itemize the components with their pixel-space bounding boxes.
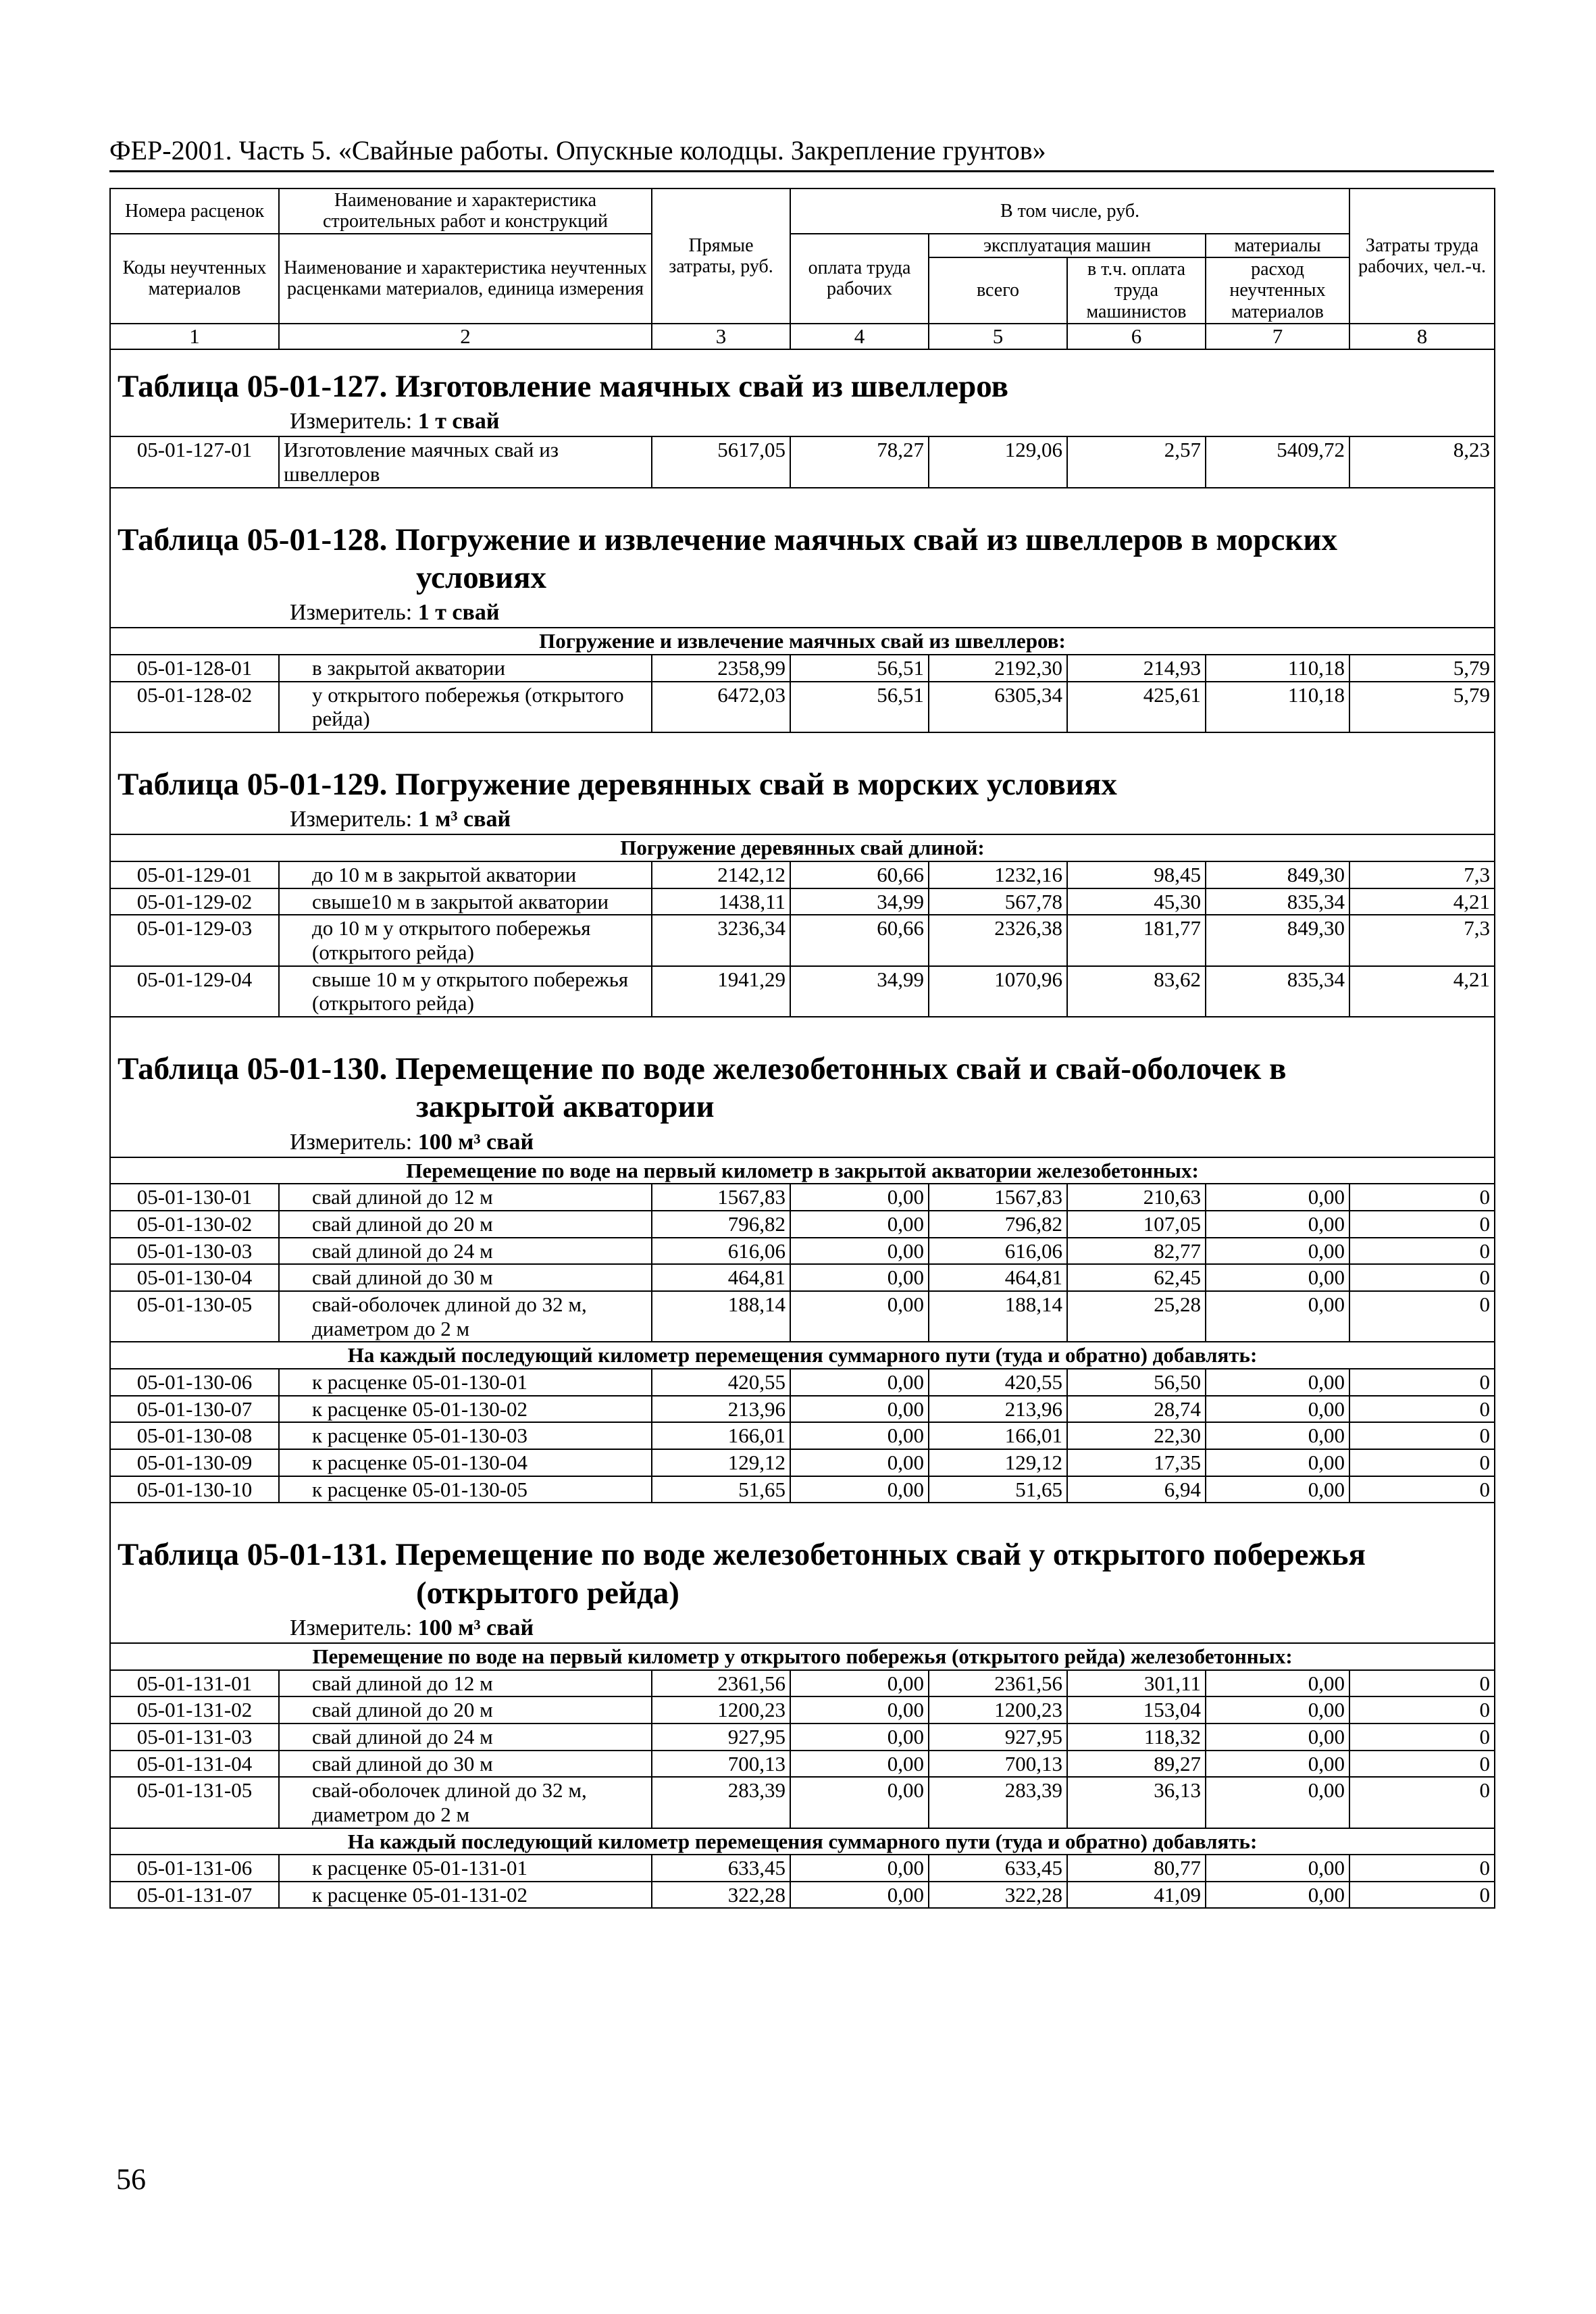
labor: 0 — [1349, 1724, 1495, 1751]
rate-code: 05-01-129-04 — [110, 966, 279, 1017]
direct-costs: 616,06 — [652, 1238, 790, 1265]
operators-pay: 22,30 — [1067, 1422, 1206, 1449]
rate-code: 05-01-131-03 — [110, 1724, 279, 1751]
operators-pay: 425,61 — [1067, 682, 1206, 732]
operators-pay: 45,30 — [1067, 888, 1206, 915]
direct-costs: 322,28 — [652, 1882, 790, 1909]
operators-pay: 210,63 — [1067, 1184, 1206, 1211]
direct-costs: 283,39 — [652, 1777, 790, 1828]
materials: 0,00 — [1206, 1449, 1349, 1476]
materials: 5409,72 — [1206, 436, 1349, 487]
header-row-1 — [110, 188, 1495, 234]
labor: 0 — [1349, 1882, 1495, 1909]
materials: 0,00 — [1206, 1476, 1349, 1503]
rate-code: 05-01-127-01 — [110, 436, 279, 487]
rate-code: 05-01-131-01 — [110, 1670, 279, 1697]
work-name: к расценке 05-01-130-05 — [279, 1476, 652, 1503]
materials: 835,34 — [1206, 888, 1349, 915]
machines-total: 2192,30 — [929, 655, 1067, 682]
workers-pay: 0,00 — [790, 1291, 929, 1342]
table-130-subhead-2: На каждый последующий километр перемещения суммарного пути (туда и обратно) добавлять: — [110, 1342, 1495, 1369]
materials: 0,00 — [1206, 1396, 1349, 1423]
direct-costs: 51,65 — [652, 1476, 790, 1503]
table-row — [110, 1396, 1495, 1423]
machines-total: 51,65 — [929, 1476, 1067, 1503]
rate-code: 05-01-131-07 — [110, 1882, 279, 1909]
rate-code: 05-01-130-02 — [110, 1211, 279, 1238]
labor: 5,79 — [1349, 682, 1495, 732]
workers-pay: 0,00 — [790, 1724, 929, 1751]
table-row — [110, 655, 1495, 682]
machines-total: 129,12 — [929, 1449, 1067, 1476]
direct-costs: 129,12 — [652, 1449, 790, 1476]
workers-pay: 34,99 — [790, 888, 929, 915]
workers-pay: 0,00 — [790, 1369, 929, 1396]
labor: 0 — [1349, 1396, 1495, 1423]
machines-total: 796,82 — [929, 1211, 1067, 1238]
table-row — [110, 966, 1495, 1017]
machines-total: 927,95 — [929, 1724, 1067, 1751]
operators-pay: 6,94 — [1067, 1476, 1206, 1503]
rate-code: 05-01-130-10 — [110, 1476, 279, 1503]
operators-pay: 181,77 — [1067, 915, 1206, 965]
direct-costs: 1567,83 — [652, 1184, 790, 1211]
page-number: 56 — [116, 2163, 146, 2196]
work-name: к расценке 05-01-130-01 — [279, 1369, 652, 1396]
materials: 0,00 — [1206, 1751, 1349, 1778]
workers-pay: 0,00 — [790, 1422, 929, 1449]
operators-pay: 118,32 — [1067, 1724, 1206, 1751]
col-material-name: Наименование и характеристика неучтенных расценками материалов, единица измерения — [279, 234, 652, 324]
work-name: до 10 м у открытого побережья (открытого рейда) — [279, 915, 652, 965]
col-machines-total: всего — [929, 257, 1067, 324]
table-130-subhead-1: Перемещение по воде на первый километр в закрытой акватории железобетонных: — [110, 1157, 1495, 1184]
labor: 0 — [1349, 1184, 1495, 1211]
col-rate-numbers: Номера расценок — [110, 188, 279, 234]
workers-pay: 0,00 — [790, 1696, 929, 1724]
table-131-subhead-2: На каждый последующий километр перемещения суммарного пути (туда и обратно) добавлять: — [110, 1828, 1495, 1855]
operators-pay: 107,05 — [1067, 1211, 1206, 1238]
work-name: свай длиной до 12 м — [279, 1184, 652, 1211]
direct-costs: 3236,34 — [652, 915, 790, 965]
labor: 0 — [1349, 1777, 1495, 1828]
direct-costs: 2358,99 — [652, 655, 790, 682]
column-numbers-row: 1 2 3 4 5 6 7 8 — [110, 324, 1495, 349]
materials: 0,00 — [1206, 1855, 1349, 1882]
workers-pay: 0,00 — [790, 1396, 929, 1423]
machines-total: 464,81 — [929, 1264, 1067, 1291]
materials: 110,18 — [1206, 655, 1349, 682]
table-129-unit-row — [110, 805, 1495, 834]
rate-code: 05-01-130-01 — [110, 1184, 279, 1211]
table-131-title: Таблица 05-01-131. Перемещение по воде железобетонных свай у открытого побережья (открытого рейда) — [110, 1518, 1495, 1613]
operators-pay: 89,27 — [1067, 1751, 1206, 1778]
table-128-title-row — [110, 503, 1495, 599]
table-row — [110, 1724, 1495, 1751]
table-130-title-row — [110, 1032, 1495, 1128]
direct-costs: 213,96 — [652, 1396, 790, 1423]
workers-pay: 78,27 — [790, 436, 929, 487]
machines-total: 1200,23 — [929, 1696, 1067, 1724]
table-130-title: Таблица 05-01-130. Перемещение по воде железобетонных свай и свай-оболочек в закрытой акватории — [110, 1032, 1495, 1128]
table-128-unit: Измеритель: 1 т свай — [110, 598, 1495, 628]
operators-pay: 98,45 — [1067, 861, 1206, 888]
rate-code: 05-01-128-02 — [110, 682, 279, 732]
work-name: до 10 м в закрытой акватории — [279, 861, 652, 888]
work-name: к расценке 05-01-130-04 — [279, 1449, 652, 1476]
table-128-title: Таблица 05-01-128. Погружение и извлечение маячных свай из швеллеров в морских условиях — [110, 503, 1495, 599]
work-name: свай длиной до 30 м — [279, 1751, 652, 1778]
rate-code: 05-01-131-02 — [110, 1696, 279, 1724]
table-128-subhead-row — [110, 628, 1495, 655]
table-131-subhead-1: Перемещение по воде на первый километр у открытого побережья (открытого рейда) железобетонных: — [110, 1643, 1495, 1670]
operators-pay: 301,11 — [1067, 1670, 1206, 1697]
page-header: ФЕР-2001. Часть 5. «Свайные работы. Опускные колодцы. Закрепление грунтов» — [109, 135, 1494, 172]
direct-costs: 2361,56 — [652, 1670, 790, 1697]
direct-costs: 166,01 — [652, 1422, 790, 1449]
machines-total: 6305,34 — [929, 682, 1067, 732]
labor: 7,3 — [1349, 861, 1495, 888]
table-127-unit-row — [110, 407, 1495, 436]
rate-code: 05-01-131-04 — [110, 1751, 279, 1778]
operators-pay: 41,09 — [1067, 1882, 1206, 1909]
materials: 0,00 — [1206, 1211, 1349, 1238]
table-row — [110, 1211, 1495, 1238]
workers-pay: 0,00 — [790, 1184, 929, 1211]
labor: 0 — [1349, 1211, 1495, 1238]
table-129-unit: Измеритель: 1 м³ свай — [110, 805, 1495, 834]
work-name: свай длиной до 20 м — [279, 1696, 652, 1724]
machines-total: 166,01 — [929, 1422, 1067, 1449]
rate-code: 05-01-130-04 — [110, 1264, 279, 1291]
operators-pay: 83,62 — [1067, 966, 1206, 1017]
labor: 5,79 — [1349, 655, 1495, 682]
workers-pay: 0,00 — [790, 1855, 929, 1882]
rate-code: 05-01-130-07 — [110, 1396, 279, 1423]
col-material-consumption: расход неучтенных материалов — [1206, 257, 1349, 324]
labor: 4,21 — [1349, 966, 1495, 1017]
labor: 0 — [1349, 1696, 1495, 1724]
work-name: свай длиной до 30 м — [279, 1264, 652, 1291]
workers-pay: 0,00 — [790, 1882, 929, 1909]
direct-costs: 420,55 — [652, 1369, 790, 1396]
table-131-subhead-1-row — [110, 1643, 1495, 1670]
table-129-title-row — [110, 748, 1495, 805]
rates-table — [109, 188, 1495, 1909]
rate-code: 05-01-130-08 — [110, 1422, 279, 1449]
direct-costs: 796,82 — [652, 1211, 790, 1238]
work-name: к расценке 05-01-130-02 — [279, 1396, 652, 1423]
workers-pay: 60,66 — [790, 861, 929, 888]
table-130-subhead-1-row — [110, 1157, 1495, 1184]
machines-total: 1070,96 — [929, 966, 1067, 1017]
labor: 0 — [1349, 1751, 1495, 1778]
table-row — [110, 915, 1495, 965]
workers-pay: 56,51 — [790, 682, 929, 732]
work-name: свыше10 м в закрытой акватории — [279, 888, 652, 915]
table-row — [110, 1777, 1495, 1828]
workers-pay: 60,66 — [790, 915, 929, 965]
operators-pay: 36,13 — [1067, 1777, 1206, 1828]
workers-pay: 0,00 — [790, 1449, 929, 1476]
materials: 849,30 — [1206, 915, 1349, 965]
col-machines: эксплуатация машин — [929, 234, 1206, 257]
machines-total: 420,55 — [929, 1369, 1067, 1396]
rate-code: 05-01-129-01 — [110, 861, 279, 888]
table-row — [110, 1449, 1495, 1476]
work-name: свай длиной до 20 м — [279, 1211, 652, 1238]
workers-pay: 0,00 — [790, 1670, 929, 1697]
work-name: Изготовление маячных свай из швеллеров — [279, 436, 652, 487]
table-row — [110, 1696, 1495, 1724]
col-labor: Затраты труда рабочих, чел.-ч. — [1349, 188, 1495, 324]
work-name: свыше 10 м у открытого побережья (открытого рейда) — [279, 966, 652, 1017]
direct-costs: 700,13 — [652, 1751, 790, 1778]
operators-pay: 17,35 — [1067, 1449, 1206, 1476]
table-row — [110, 1184, 1495, 1211]
table-row — [110, 888, 1495, 915]
rate-code: 05-01-129-03 — [110, 915, 279, 965]
rate-code: 05-01-131-06 — [110, 1855, 279, 1882]
workers-pay: 0,00 — [790, 1777, 929, 1828]
direct-costs: 5617,05 — [652, 436, 790, 487]
table-127-unit: Измеритель: 1 т свай — [110, 407, 1495, 436]
operators-pay: 153,04 — [1067, 1696, 1206, 1724]
rate-code: 05-01-130-03 — [110, 1238, 279, 1265]
table-130-unit: Измеритель: 100 м³ свай — [110, 1128, 1495, 1157]
rate-code: 05-01-128-01 — [110, 655, 279, 682]
machines-total: 213,96 — [929, 1396, 1067, 1423]
work-name: к расценке 05-01-130-03 — [279, 1422, 652, 1449]
col-in-total: В том числе, руб. — [790, 188, 1349, 234]
materials: 849,30 — [1206, 861, 1349, 888]
operators-pay: 25,28 — [1067, 1291, 1206, 1342]
col-materials: материалы — [1206, 234, 1349, 257]
labor: 0 — [1349, 1238, 1495, 1265]
workers-pay: 0,00 — [790, 1238, 929, 1265]
table-row — [110, 436, 1495, 487]
operators-pay: 28,74 — [1067, 1396, 1206, 1423]
work-name: свай-оболочек длиной до 32 м, диаметром до 2 м — [279, 1291, 652, 1342]
materials: 0,00 — [1206, 1184, 1349, 1211]
machines-total: 2361,56 — [929, 1670, 1067, 1697]
col-operators-pay: в т.ч. оплата труда машинистов — [1067, 257, 1206, 324]
work-name: в закрытой акватории — [279, 655, 652, 682]
table-131-title-row — [110, 1518, 1495, 1613]
work-name: к расценке 05-01-131-01 — [279, 1855, 652, 1882]
table-128-subhead: Погружение и извлечение маячных свай из швеллеров: — [110, 628, 1495, 655]
materials: 0,00 — [1206, 1724, 1349, 1751]
machines-total: 283,39 — [929, 1777, 1067, 1828]
table-row — [110, 1670, 1495, 1697]
materials: 0,00 — [1206, 1369, 1349, 1396]
table-131-unit-row — [110, 1613, 1495, 1643]
labor: 0 — [1349, 1369, 1495, 1396]
materials: 0,00 — [1206, 1696, 1349, 1724]
materials: 0,00 — [1206, 1882, 1349, 1909]
table-row — [110, 1476, 1495, 1503]
work-name: свай длиной до 24 м — [279, 1238, 652, 1265]
table-row — [110, 1882, 1495, 1909]
table-row — [110, 1238, 1495, 1265]
labor: 0 — [1349, 1264, 1495, 1291]
operators-pay: 214,93 — [1067, 655, 1206, 682]
materials: 0,00 — [1206, 1238, 1349, 1265]
workers-pay: 0,00 — [790, 1751, 929, 1778]
operators-pay: 56,50 — [1067, 1369, 1206, 1396]
table-row — [110, 1751, 1495, 1778]
rate-code: 05-01-130-06 — [110, 1369, 279, 1396]
table-131-subhead-2-row — [110, 1828, 1495, 1855]
machines-total: 322,28 — [929, 1882, 1067, 1909]
machines-total: 633,45 — [929, 1855, 1067, 1882]
work-name: к расценке 05-01-131-02 — [279, 1882, 652, 1909]
work-name: у открытого побережья (открытого рейда) — [279, 682, 652, 732]
direct-costs: 1200,23 — [652, 1696, 790, 1724]
workers-pay: 56,51 — [790, 655, 929, 682]
machines-total: 129,06 — [929, 436, 1067, 487]
labor: 0 — [1349, 1670, 1495, 1697]
table-128-unit-row — [110, 598, 1495, 628]
labor: 0 — [1349, 1855, 1495, 1882]
direct-costs: 633,45 — [652, 1855, 790, 1882]
rate-code: 05-01-130-09 — [110, 1449, 279, 1476]
materials: 0,00 — [1206, 1670, 1349, 1697]
machines-total: 1232,16 — [929, 861, 1067, 888]
table-129-subhead-row — [110, 834, 1495, 861]
direct-costs: 1438,11 — [652, 888, 790, 915]
workers-pay: 0,00 — [790, 1476, 929, 1503]
materials: 835,34 — [1206, 966, 1349, 1017]
table-131-unit: Измеритель: 100 м³ свай — [110, 1613, 1495, 1643]
operators-pay: 80,77 — [1067, 1855, 1206, 1882]
table-130-subhead-2-row — [110, 1342, 1495, 1369]
table-row — [110, 682, 1495, 732]
workers-pay: 34,99 — [790, 966, 929, 1017]
direct-costs: 188,14 — [652, 1291, 790, 1342]
col-material-codes: Коды неучтенных материалов — [110, 234, 279, 324]
machines-total: 567,78 — [929, 888, 1067, 915]
table-row — [110, 1422, 1495, 1449]
table-row — [110, 1369, 1495, 1396]
machines-total: 700,13 — [929, 1751, 1067, 1778]
col-direct-costs: Прямые затраты, руб. — [652, 188, 790, 324]
rate-code: 05-01-129-02 — [110, 888, 279, 915]
header-row-2 — [110, 234, 1495, 257]
table-row — [110, 1291, 1495, 1342]
labor: 0 — [1349, 1291, 1495, 1342]
work-name: свай длиной до 24 м — [279, 1724, 652, 1751]
materials: 0,00 — [1206, 1264, 1349, 1291]
labor: 8,23 — [1349, 436, 1495, 487]
direct-costs: 927,95 — [652, 1724, 790, 1751]
workers-pay: 0,00 — [790, 1211, 929, 1238]
table-row — [110, 1264, 1495, 1291]
table-129-subhead: Погружение деревянных свай длиной: — [110, 834, 1495, 861]
operators-pay: 62,45 — [1067, 1264, 1206, 1291]
direct-costs: 1941,29 — [652, 966, 790, 1017]
materials: 110,18 — [1206, 682, 1349, 732]
machines-total: 616,06 — [929, 1238, 1067, 1265]
table-row — [110, 861, 1495, 888]
labor: 0 — [1349, 1449, 1495, 1476]
labor: 7,3 — [1349, 915, 1495, 965]
workers-pay: 0,00 — [790, 1264, 929, 1291]
machines-total: 188,14 — [929, 1291, 1067, 1342]
table-129-title: Таблица 05-01-129. Погружение деревянных свай в морских условиях — [110, 748, 1495, 805]
operators-pay: 82,77 — [1067, 1238, 1206, 1265]
machines-total: 2326,38 — [929, 915, 1067, 965]
work-name: свай длиной до 12 м — [279, 1670, 652, 1697]
table-127-title: Таблица 05-01-127. Изготовление маячных свай из швеллеров — [110, 349, 1495, 407]
col-work-name: Наименование и характеристика строительных работ и конструкций — [279, 188, 652, 234]
materials: 0,00 — [1206, 1291, 1349, 1342]
table-127-title-row — [110, 349, 1495, 407]
table-row — [110, 1855, 1495, 1882]
operators-pay: 2,57 — [1067, 436, 1206, 487]
work-name: свай-оболочек длиной до 32 м, диаметром до 2 м — [279, 1777, 652, 1828]
table-130-unit-row — [110, 1128, 1495, 1157]
rate-code: 05-01-131-05 — [110, 1777, 279, 1828]
direct-costs: 6472,03 — [652, 682, 790, 732]
direct-costs: 464,81 — [652, 1264, 790, 1291]
col-workers-pay: оплата труда рабочих — [790, 234, 929, 324]
direct-costs: 2142,12 — [652, 861, 790, 888]
materials: 0,00 — [1206, 1422, 1349, 1449]
labor: 0 — [1349, 1422, 1495, 1449]
machines-total: 1567,83 — [929, 1184, 1067, 1211]
rate-code: 05-01-130-05 — [110, 1291, 279, 1342]
labor: 0 — [1349, 1476, 1495, 1503]
labor: 4,21 — [1349, 888, 1495, 915]
materials: 0,00 — [1206, 1777, 1349, 1828]
